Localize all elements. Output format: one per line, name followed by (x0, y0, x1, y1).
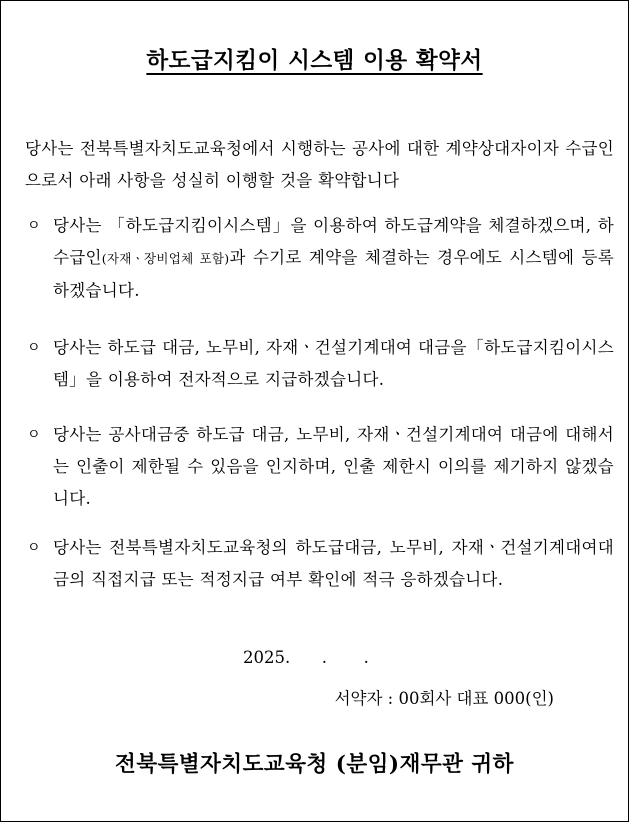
pledge-item-3 (27, 419, 614, 515)
pledge-item-3-text: 당사는 공사대금중 하도급 대금, 노무비, 자재ㆍ건설기계대여 대금에 대해서는 인출이 제한될 수 있음을 인지하며, 인출 제한시 이의를 제기하지 않겠습니다. (53, 425, 614, 508)
intro-paragraph: 당사는 전북특별자치도교육청에서 시행하는 공사에 대한 계약상대자이자 수급인으로서 아래 사항을 성실히 이행할 것을 확약합니다 (25, 139, 614, 190)
pledge-item-1-text-end: 과 수기로 계약을 체결하는 경우에도 시스템에 등록하겠습니다. (53, 248, 614, 300)
bullet-marker: ㅇ (27, 340, 41, 356)
pledge-item-4 (27, 532, 614, 596)
signer-line: 서약자 : 00회사 대표 000(인) (334, 689, 554, 708)
pledge-item-2-text: 당사는 하도급 대금, 노무비, 자재ㆍ건설기계대여 대금을「하도급지킴이시스템」을 이용하여 전자적으로 지급하겠습니다. (53, 338, 614, 389)
pledge-item-1-note: (자재ㆍ장비업체 포함) (101, 251, 230, 266)
bullet-marker: ㅇ (27, 218, 41, 234)
bullet-marker: ㅇ (27, 427, 41, 443)
pledge-item-1-text: 당사는 「하도급지킴이시스템」을 이용하여 하도급계약을 체결하겠으며, 하수급인 (53, 216, 614, 267)
date-line: 2025. . . (243, 648, 369, 667)
bullet-marker: ㅇ (27, 540, 41, 556)
pledge-item-2 (27, 332, 614, 396)
addressee-line: 전북특별자치도교육청 (분임)재무관 귀하 (115, 752, 514, 777)
document-title: 하도급지킴이 시스템 이용 확약서 (146, 48, 483, 74)
pledge-item-4-text: 당사는 전북특별자치도교육청의 하도급대금, 노무비, 자재ㆍ건설기계대여대금의 직접지급 또는 적정지급 여부 확인에 적극 응하겠습니다. (53, 538, 614, 589)
pledge-item-1 (27, 210, 614, 307)
